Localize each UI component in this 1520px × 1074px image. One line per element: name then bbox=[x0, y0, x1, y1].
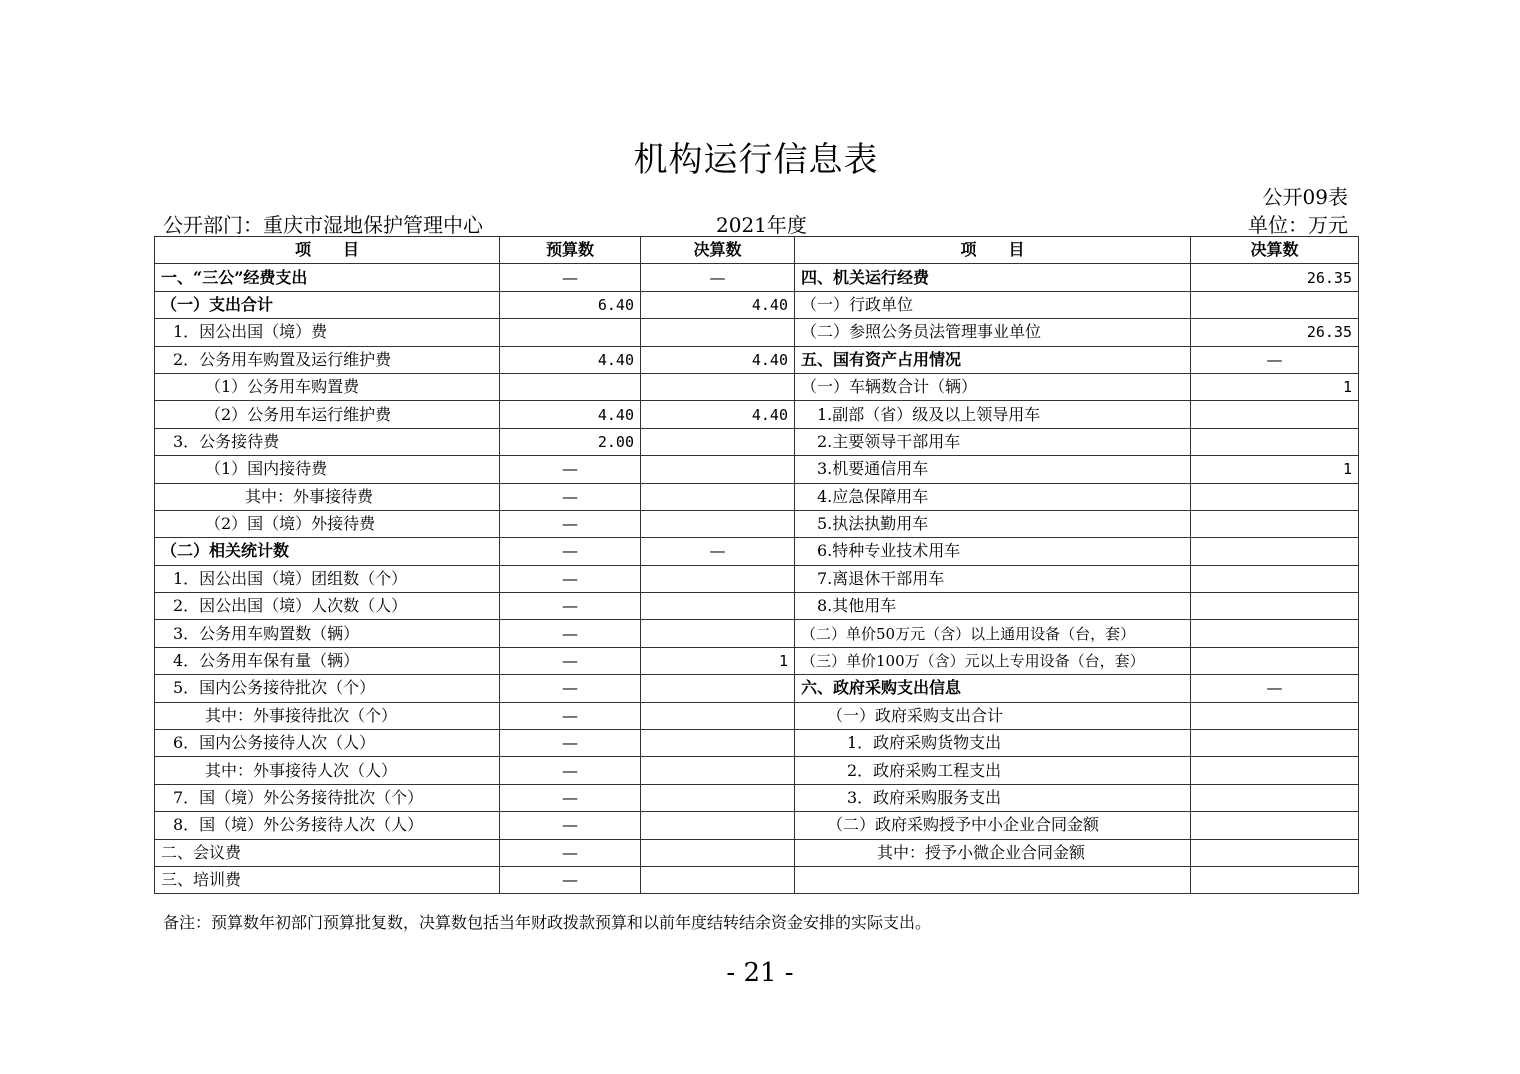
table-row bbox=[155, 538, 1359, 565]
row-right-value bbox=[1191, 565, 1359, 592]
row-left-label: 7．国（境）外公务接待批次（个） bbox=[155, 784, 500, 811]
table-header-row bbox=[155, 237, 1359, 264]
row-left-label: 4．公务用车保有量（辆） bbox=[155, 647, 500, 674]
row-left-label: 一、“三公”经费支出 bbox=[155, 264, 500, 291]
table-row bbox=[155, 647, 1359, 674]
table-row bbox=[155, 264, 1359, 291]
row-final bbox=[641, 784, 795, 811]
row-final bbox=[641, 593, 795, 620]
header-budget: 预算数 bbox=[500, 237, 641, 264]
table-row bbox=[155, 675, 1359, 702]
row-right-value: 26.35 bbox=[1191, 264, 1359, 291]
row-final bbox=[641, 373, 795, 400]
row-right-label: 六、政府采购支出信息 bbox=[795, 675, 1191, 702]
table-row bbox=[155, 866, 1359, 893]
row-left-label: （1）公务用车购置费 bbox=[155, 373, 500, 400]
row-right-value: — bbox=[1191, 346, 1359, 373]
row-right-label: （一）车辆数合计（辆） bbox=[795, 373, 1191, 400]
row-left-label: （2）公务用车运行维护费 bbox=[155, 401, 500, 428]
row-left-label: 3．公务用车购置数（辆） bbox=[155, 620, 500, 647]
row-right-label: （一）行政单位 bbox=[795, 291, 1191, 318]
row-right-value: 1 bbox=[1191, 456, 1359, 483]
header-item-right: 项 目 bbox=[795, 237, 1191, 264]
table-row bbox=[155, 730, 1359, 757]
row-left-label: 二、会议费 bbox=[155, 839, 500, 866]
row-final bbox=[641, 866, 795, 893]
row-final bbox=[641, 839, 795, 866]
row-right-value bbox=[1191, 730, 1359, 757]
row-left-label: （一）支出合计 bbox=[155, 291, 500, 318]
table-row bbox=[155, 401, 1359, 428]
row-left-label: 1．因公出国（境）团组数（个） bbox=[155, 565, 500, 592]
table-row bbox=[155, 319, 1359, 346]
row-right-value bbox=[1191, 866, 1359, 893]
table-row bbox=[155, 565, 1359, 592]
row-right-label: （二）政府采购授予中小企业合同金额 bbox=[795, 812, 1191, 839]
row-budget: — bbox=[500, 839, 641, 866]
row-right-value: 1 bbox=[1191, 373, 1359, 400]
row-right-label: 其中：授予小微企业合同金额 bbox=[795, 839, 1191, 866]
row-right-label: 7.离退休干部用车 bbox=[795, 565, 1191, 592]
row-right-label bbox=[795, 866, 1191, 893]
row-budget: — bbox=[500, 593, 641, 620]
page-number: - 21 - bbox=[726, 958, 794, 988]
row-budget: 6.40 bbox=[500, 291, 641, 318]
row-budget bbox=[500, 373, 641, 400]
row-budget: — bbox=[500, 866, 641, 893]
table-row bbox=[155, 812, 1359, 839]
row-budget: — bbox=[500, 264, 641, 291]
row-budget: — bbox=[500, 565, 641, 592]
row-right-label: 3．政府采购服务支出 bbox=[795, 784, 1191, 811]
row-right-label: 五、国有资产占用情况 bbox=[795, 346, 1191, 373]
row-left-label: （二）相关统计数 bbox=[155, 538, 500, 565]
form-number: 公开09表 bbox=[1262, 185, 1348, 209]
row-right-value bbox=[1191, 620, 1359, 647]
row-final bbox=[641, 812, 795, 839]
row-left-label: 1．因公出国（境）费 bbox=[155, 319, 500, 346]
row-budget: 4.40 bbox=[500, 346, 641, 373]
table-row bbox=[155, 593, 1359, 620]
table-row bbox=[155, 456, 1359, 483]
row-final bbox=[641, 456, 795, 483]
row-right-value bbox=[1191, 593, 1359, 620]
row-right-value bbox=[1191, 401, 1359, 428]
row-right-value bbox=[1191, 647, 1359, 674]
row-budget: — bbox=[500, 784, 641, 811]
row-final bbox=[641, 565, 795, 592]
row-right-value bbox=[1191, 839, 1359, 866]
row-right-value bbox=[1191, 483, 1359, 510]
row-right-value bbox=[1191, 757, 1359, 784]
header-final: 决算数 bbox=[641, 237, 795, 264]
row-left-label: 其中：外事接待费 bbox=[155, 483, 500, 510]
row-right-label: 1．政府采购货物支出 bbox=[795, 730, 1191, 757]
row-right-label: （二）单价50万元（含）以上通用设备（台，套） bbox=[795, 620, 1191, 647]
row-right-value: 26.35 bbox=[1191, 319, 1359, 346]
row-final bbox=[641, 319, 795, 346]
row-final: 4.40 bbox=[641, 291, 795, 318]
row-left-label: 其中：外事接待批次（个） bbox=[155, 702, 500, 729]
row-right-label: 8.其他用车 bbox=[795, 593, 1191, 620]
row-left-label: 三、培训费 bbox=[155, 866, 500, 893]
row-final bbox=[641, 757, 795, 784]
row-budget bbox=[500, 319, 641, 346]
row-right-value: — bbox=[1191, 675, 1359, 702]
row-budget: — bbox=[500, 456, 641, 483]
row-final: 1 bbox=[641, 647, 795, 674]
row-budget: — bbox=[500, 757, 641, 784]
table-footnote: 备注：预算数年初部门预算批复数，决算数包括当年财政拨款预算和以前年度结转结余资金安排的实际支出。 bbox=[163, 913, 932, 932]
row-right-value bbox=[1191, 812, 1359, 839]
row-final: — bbox=[641, 264, 795, 291]
row-right-label: （二）参照公务员法管理事业单位 bbox=[795, 319, 1191, 346]
row-left-label: （2）国（境）外接待费 bbox=[155, 510, 500, 537]
header-final-right: 决算数 bbox=[1191, 237, 1359, 264]
row-right-value bbox=[1191, 428, 1359, 455]
table-row bbox=[155, 839, 1359, 866]
row-right-label: 四、机关运行经费 bbox=[795, 264, 1191, 291]
row-right-value bbox=[1191, 702, 1359, 729]
row-budget: 4.40 bbox=[500, 401, 641, 428]
row-final: — bbox=[641, 538, 795, 565]
unit-label: 单位：万元 bbox=[1248, 213, 1348, 237]
row-right-label: 3.机要通信用车 bbox=[795, 456, 1191, 483]
row-budget: — bbox=[500, 675, 641, 702]
row-budget: — bbox=[500, 647, 641, 674]
row-final bbox=[641, 702, 795, 729]
row-right-label: 4.应急保障用车 bbox=[795, 483, 1191, 510]
row-budget: — bbox=[500, 730, 641, 757]
row-left-label: 8．国（境）外公务接待人次（人） bbox=[155, 812, 500, 839]
row-right-value bbox=[1191, 538, 1359, 565]
table-row bbox=[155, 702, 1359, 729]
header-item-left: 项 目 bbox=[155, 237, 500, 264]
row-budget: — bbox=[500, 620, 641, 647]
table-row bbox=[155, 373, 1359, 400]
row-budget: — bbox=[500, 483, 641, 510]
row-left-label: 6．国内公务接待人次（人） bbox=[155, 730, 500, 757]
page-title: 机构运行信息表 bbox=[633, 140, 879, 180]
row-final: 4.40 bbox=[641, 401, 795, 428]
row-final bbox=[641, 428, 795, 455]
table-row bbox=[155, 346, 1359, 373]
row-right-label: 6.特种专业技术用车 bbox=[795, 538, 1191, 565]
table-row bbox=[155, 483, 1359, 510]
row-budget: — bbox=[500, 812, 641, 839]
row-final bbox=[641, 510, 795, 537]
department-label: 公开部门：重庆市湿地保护管理中心 bbox=[163, 213, 483, 237]
row-budget: 2.00 bbox=[500, 428, 641, 455]
row-right-value bbox=[1191, 784, 1359, 811]
row-right-label: （一）政府采购支出合计 bbox=[795, 702, 1191, 729]
operation-info-table bbox=[154, 236, 1359, 894]
row-right-label: 1.副部（省）级及以上领导用车 bbox=[795, 401, 1191, 428]
table-row bbox=[155, 620, 1359, 647]
row-budget: — bbox=[500, 510, 641, 537]
table-row bbox=[155, 510, 1359, 537]
row-left-label: 其中：外事接待人次（人） bbox=[155, 757, 500, 784]
row-left-label: 5．国内公务接待批次（个） bbox=[155, 675, 500, 702]
row-budget: — bbox=[500, 538, 641, 565]
row-final bbox=[641, 483, 795, 510]
row-right-label: 2．政府采购工程支出 bbox=[795, 757, 1191, 784]
row-right-value bbox=[1191, 291, 1359, 318]
table-row bbox=[155, 757, 1359, 784]
row-final bbox=[641, 675, 795, 702]
row-final bbox=[641, 730, 795, 757]
row-final bbox=[641, 620, 795, 647]
row-left-label: （1）国内接待费 bbox=[155, 456, 500, 483]
row-right-label: （三）单价100万（含）元以上专用设备（台，套） bbox=[795, 647, 1191, 674]
row-right-label: 2.主要领导干部用车 bbox=[795, 428, 1191, 455]
table-row bbox=[155, 784, 1359, 811]
fiscal-year: 2021年度 bbox=[716, 213, 807, 237]
table-row bbox=[155, 428, 1359, 455]
row-budget: — bbox=[500, 702, 641, 729]
table-row bbox=[155, 291, 1359, 318]
row-left-label: 2．因公出国（境）人次数（人） bbox=[155, 593, 500, 620]
row-left-label: 2．公务用车购置及运行维护费 bbox=[155, 346, 500, 373]
row-right-value bbox=[1191, 510, 1359, 537]
row-left-label: 3．公务接待费 bbox=[155, 428, 500, 455]
row-final: 4.40 bbox=[641, 346, 795, 373]
row-right-label: 5.执法执勤用车 bbox=[795, 510, 1191, 537]
